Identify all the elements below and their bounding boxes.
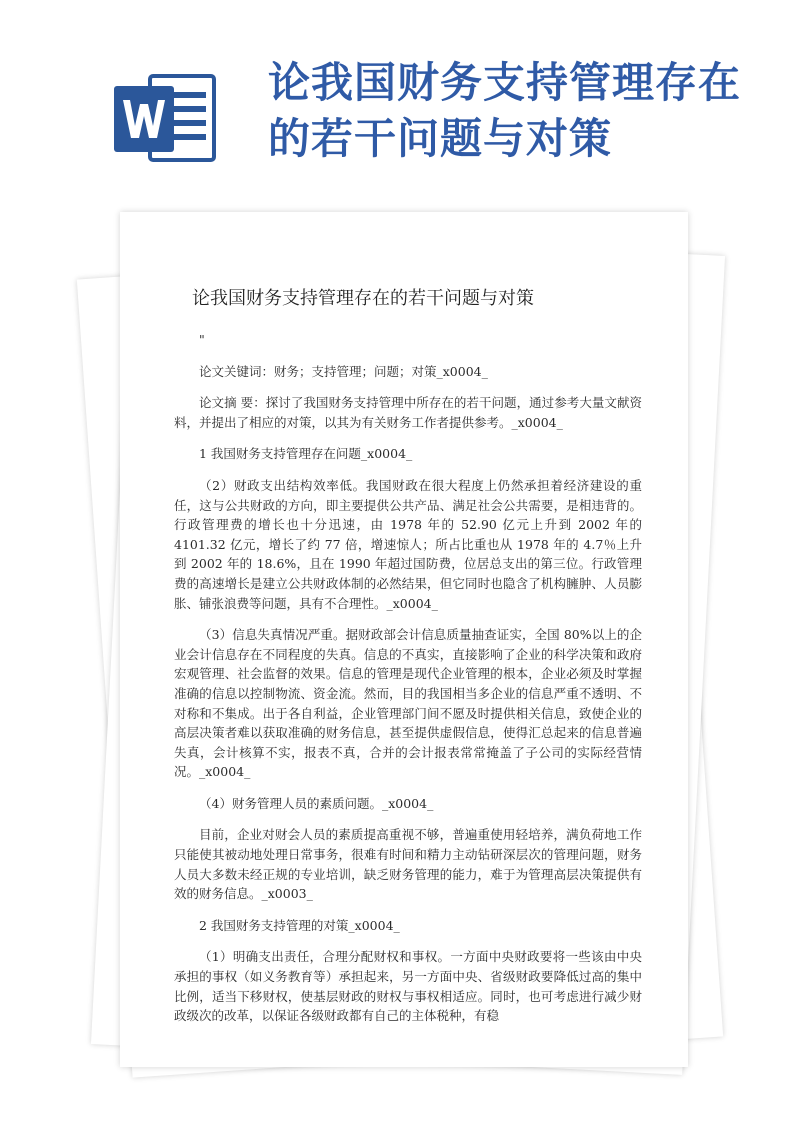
doc-paragraph: 2 我国财务支持管理的对策_x0004_	[199, 917, 400, 933]
doc-paragraph: 1 我国财务支持管理存在问题_x0004_	[199, 446, 413, 462]
document-body	[174, 330, 642, 1038]
doc-paragraph: 论文关键词：财务；支持管理；问题；对策_x0004_	[199, 363, 488, 379]
doc-paragraph: （2）财政支出结构效率低。我国财政在很大程度上仍然承担着经济建设的重任，这与公共财政的方向，即主要提供公共产品、满足社会公共需要，是相违背的。行政管理费的增长也十分迅速，由 1978 年的 52.90 亿元上升到 2002 年的 4101.32 亿元，增长了约 77 倍，增速惊人；所占比重也从 1978 年的 4.7％上升到 2002 年的 18.6%，且在 1990 年超过国防费，位居总支出的第三位。行政管理费的高速增长是建立公共财政体制的必然结果，但它同时也隐含了机构臃肿、人员膨胀、铺张浪费等问题，具有不合理性。_x0004_	[174, 477, 642, 611]
doc-paragraph: （3）信息失真情况严重。据财政部会计信息质量抽查证实，全国 80%以上的企业会计信息存在不同程度的失真。信息的不真实，直接影响了企业的科学决策和政府宏观管理、社会监督的效果。信息的管理是现代企业管理的根本，企业必须及时掌握准确的信息以控制物流、资金流。然而，目的我国相当多企业的信息严重不透明、不对称和不集成。出于各自利益，企业管理部门间不愿及时提供相关信息，致使企业的高层决策者难以获取准确的财务信息，甚至提供虚假信息，使得汇总起来的信息普遍失真，会计核算不实，报表不真，合并的会计报表常常掩盖了子公司的实际经营情况。_x0004_	[174, 627, 642, 780]
document-page	[120, 212, 688, 1067]
doc-paragraph: "	[199, 332, 205, 347]
doc-paragraph: 目前，企业对财会人员的素质提高重视不够，普遍重使用轻培养，满负荷地工作只能使其被动地处理日常事务，很难有时间和精力主动钻研深层次的管理问题，财务人员大多数未经正规的专业培训，缺乏财务管理的能力，难于为管理高层决策提供有效的财务信息。_x0003_	[174, 827, 642, 902]
doc-paragraph: （1）明确支出责任，合理分配财权和事权。一方面中央财政要将一些该由中央承担的事权（如义务教育等）承担起来，另一方面中央、省级财政要降低过高的集中比例，适当下移财权，使基层财政的财权与事权相适应。同时，也可考虑进行减少财政级次的改革，以保证各级财政都有自己的主体税种，有稳	[174, 949, 642, 1024]
document-title: 论我国财务支持管理存在的若干问题与对策	[192, 288, 534, 309]
word-logo-icon	[110, 68, 220, 168]
page-title: 论我国财务支持管理存在的若干问题与对策	[268, 58, 742, 163]
doc-paragraph: （4）财务管理人员的素质问题。_x0004_	[199, 795, 434, 811]
doc-paragraph: 论文摘 要：探讨了我国财务支持管理中所存在的若干问题，通过参考大量文献资料，并提出了相应的对策，以其为有关财务工作者提供参考。_x0004_	[174, 395, 642, 430]
